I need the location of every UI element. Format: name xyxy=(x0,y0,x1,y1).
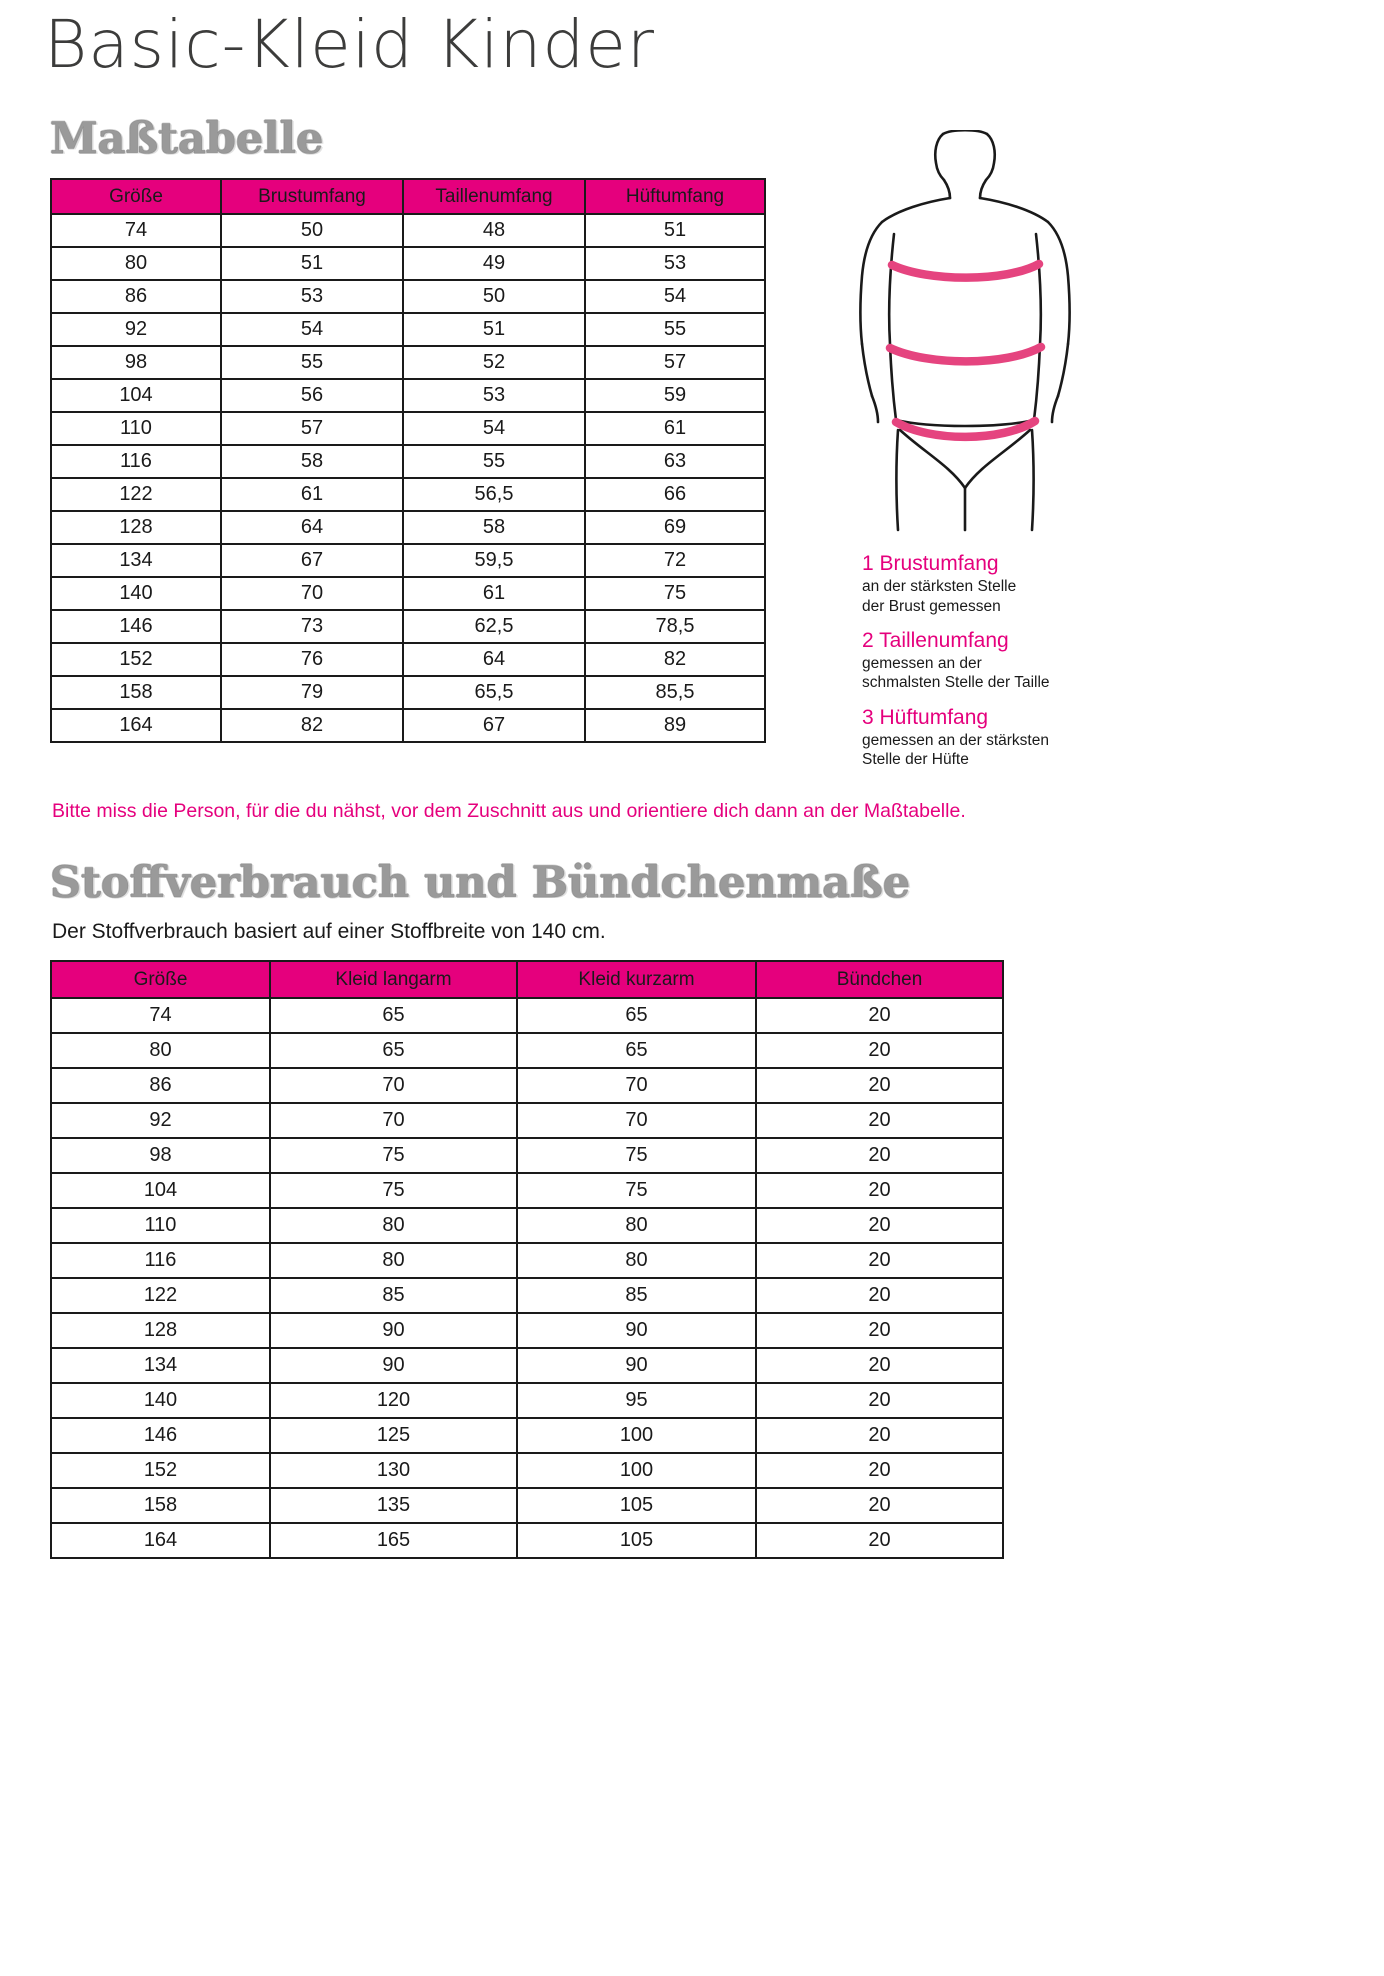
column-header-kleid-kurzarm: Kleid kurzarm xyxy=(517,961,756,998)
table-row xyxy=(51,709,765,742)
legend-desc-hip-line1: gemessen an der stärksten xyxy=(862,731,1049,749)
legend-title-hip: 3 Hüftumfang xyxy=(862,705,989,729)
table-cell: 82 xyxy=(221,709,403,742)
table-cell: 54 xyxy=(221,313,403,346)
table-cell: 50 xyxy=(221,214,403,247)
table-row xyxy=(51,1348,1003,1383)
table-cell: 70 xyxy=(270,1068,517,1103)
table-header-row xyxy=(51,179,765,214)
table-row xyxy=(51,412,765,445)
table-cell: 20 xyxy=(756,1068,1003,1103)
table-row xyxy=(51,998,1003,1033)
table-cell: 51 xyxy=(403,313,585,346)
table-cell: 55 xyxy=(585,313,765,346)
table-cell: 86 xyxy=(51,280,221,313)
table-cell: 134 xyxy=(51,544,221,577)
table-cell: 164 xyxy=(51,1523,270,1558)
table-cell: 85 xyxy=(270,1278,517,1313)
table-cell: 59 xyxy=(585,379,765,412)
legend-title-waist: 2 Taillenumfang xyxy=(862,628,1009,652)
table-cell: 20 xyxy=(756,1208,1003,1243)
table-cell: 57 xyxy=(585,346,765,379)
table-row xyxy=(51,1383,1003,1418)
legend-item-hip xyxy=(862,706,1162,770)
column-header-taillenumfang: Taillenumfang xyxy=(403,179,585,214)
column-header-groesse: Größe xyxy=(51,179,221,214)
table-row xyxy=(51,610,765,643)
table-cell: 146 xyxy=(51,1418,270,1453)
table-cell: 128 xyxy=(51,1313,270,1348)
table-cell: 134 xyxy=(51,1348,270,1383)
table-cell: 90 xyxy=(517,1313,756,1348)
table-cell: 58 xyxy=(403,511,585,544)
table-cell: 128 xyxy=(51,511,221,544)
table-cell: 105 xyxy=(517,1488,756,1523)
table-cell: 100 xyxy=(517,1453,756,1488)
column-header-brustumfang: Brustumfang xyxy=(221,179,403,214)
table-cell: 140 xyxy=(51,1383,270,1418)
legend-desc-waist-line2: schmalsten Stelle der Taille xyxy=(862,674,1050,692)
table-cell: 57 xyxy=(221,412,403,445)
table-cell: 75 xyxy=(585,577,765,610)
table-cell: 89 xyxy=(585,709,765,742)
table-cell: 67 xyxy=(403,709,585,742)
table-cell: 52 xyxy=(403,346,585,379)
table-cell: 90 xyxy=(517,1348,756,1383)
measure-person-note: Bitte miss die Person, für die du nähst, vor dem Zuschnitt aus und orientiere dich dann an der Maßtabelle. xyxy=(52,800,966,822)
table-cell: 74 xyxy=(51,214,221,247)
table-cell: 90 xyxy=(270,1313,517,1348)
column-header-buendchen: Bündchen xyxy=(756,961,1003,998)
table-cell: 80 xyxy=(51,1033,270,1068)
table-row xyxy=(51,1243,1003,1278)
table-row xyxy=(51,1523,1003,1558)
table-cell: 116 xyxy=(51,1243,270,1278)
table-row xyxy=(51,1138,1003,1173)
table-cell: 120 xyxy=(270,1383,517,1418)
table-cell: 20 xyxy=(756,1523,1003,1558)
table-cell: 98 xyxy=(51,346,221,379)
table-cell: 65 xyxy=(270,998,517,1033)
table-cell: 122 xyxy=(51,478,221,511)
table-row xyxy=(51,1418,1003,1453)
table-cell: 20 xyxy=(756,1278,1003,1313)
table-cell: 85 xyxy=(517,1278,756,1313)
table-row xyxy=(51,577,765,610)
table-cell: 73 xyxy=(221,610,403,643)
table-row xyxy=(51,445,765,478)
table-cell: 70 xyxy=(517,1103,756,1138)
table-cell: 54 xyxy=(585,280,765,313)
table-cell: 152 xyxy=(51,1453,270,1488)
table-cell: 20 xyxy=(756,1173,1003,1208)
table-cell: 90 xyxy=(270,1348,517,1383)
table-cell: 20 xyxy=(756,1453,1003,1488)
table-cell: 61 xyxy=(403,577,585,610)
fabric-width-note: Der Stoffverbrauch basiert auf einer Stoffbreite von 140 cm. xyxy=(52,920,606,943)
table-cell: 70 xyxy=(270,1103,517,1138)
table-cell: 78,5 xyxy=(585,610,765,643)
section-heading-stoffverbrauch: Stoffverbrauch und Bündchenmaße xyxy=(50,858,911,908)
table-cell: 74 xyxy=(51,998,270,1033)
table-row xyxy=(51,280,765,313)
table-cell: 65 xyxy=(517,1033,756,1068)
table-cell: 63 xyxy=(585,445,765,478)
table-cell: 116 xyxy=(51,445,221,478)
table-cell: 75 xyxy=(517,1173,756,1208)
table-cell: 51 xyxy=(221,247,403,280)
table-cell: 165 xyxy=(270,1523,517,1558)
table-row xyxy=(51,1103,1003,1138)
table-cell: 50 xyxy=(403,280,585,313)
table-row xyxy=(51,643,765,676)
table-cell: 110 xyxy=(51,1208,270,1243)
table-cell: 53 xyxy=(585,247,765,280)
table-cell: 20 xyxy=(756,1138,1003,1173)
table-cell: 92 xyxy=(51,1103,270,1138)
page-title: Basic-Kleid Kinder xyxy=(44,6,656,83)
column-header-groesse: Größe xyxy=(51,961,270,998)
table-cell: 65 xyxy=(270,1033,517,1068)
table-cell: 61 xyxy=(585,412,765,445)
table-cell: 79 xyxy=(221,676,403,709)
table-cell: 65,5 xyxy=(403,676,585,709)
table-cell: 55 xyxy=(403,445,585,478)
table-cell: 92 xyxy=(51,313,221,346)
table-cell: 86 xyxy=(51,1068,270,1103)
table-cell: 20 xyxy=(756,1243,1003,1278)
bust-measure-line xyxy=(892,264,1039,278)
table-row xyxy=(51,247,765,280)
table-cell: 122 xyxy=(51,1278,270,1313)
table-row xyxy=(51,1453,1003,1488)
table-row xyxy=(51,478,765,511)
table-cell: 85,5 xyxy=(585,676,765,709)
table-cell: 20 xyxy=(756,1418,1003,1453)
table-cell: 82 xyxy=(585,643,765,676)
section-heading-masstabelle: Maßtabelle xyxy=(50,114,324,164)
legend-title-bust: 1 Brustumfang xyxy=(862,552,999,575)
table-row xyxy=(51,214,765,247)
table-cell: 70 xyxy=(517,1068,756,1103)
fabric-consumption-table xyxy=(50,960,1004,1559)
table-cell: 95 xyxy=(517,1383,756,1418)
table-row xyxy=(51,1173,1003,1208)
table-cell: 146 xyxy=(51,610,221,643)
table-cell: 80 xyxy=(517,1243,756,1278)
table-cell: 104 xyxy=(51,1173,270,1208)
table-cell: 49 xyxy=(403,247,585,280)
measurement-legend xyxy=(862,552,1162,783)
table-cell: 135 xyxy=(270,1488,517,1523)
table-row xyxy=(51,676,765,709)
table-cell: 64 xyxy=(403,643,585,676)
table-cell: 75 xyxy=(517,1138,756,1173)
table-row xyxy=(51,379,765,412)
table-cell: 158 xyxy=(51,676,221,709)
table-cell: 20 xyxy=(756,1033,1003,1068)
table-cell: 98 xyxy=(51,1138,270,1173)
legend-item-bust xyxy=(862,552,1162,616)
table-cell: 130 xyxy=(270,1453,517,1488)
table-cell: 70 xyxy=(221,577,403,610)
table-cell: 58 xyxy=(221,445,403,478)
table-cell: 54 xyxy=(403,412,585,445)
table-cell: 53 xyxy=(403,379,585,412)
table-cell: 64 xyxy=(221,511,403,544)
table-cell: 56,5 xyxy=(403,478,585,511)
table-cell: 72 xyxy=(585,544,765,577)
table-row xyxy=(51,346,765,379)
table-cell: 140 xyxy=(51,577,221,610)
table-cell: 152 xyxy=(51,643,221,676)
table-cell: 61 xyxy=(221,478,403,511)
measurements-table xyxy=(50,178,766,743)
table-cell: 20 xyxy=(756,998,1003,1033)
table-cell: 56 xyxy=(221,379,403,412)
table-cell: 80 xyxy=(517,1208,756,1243)
table-header-row xyxy=(51,961,1003,998)
legend-desc-bust-line1: an der stärksten Stelle xyxy=(862,578,1017,596)
column-header-hueftumfang: Hüftumfang xyxy=(585,179,765,214)
legend-item-waist xyxy=(862,629,1162,693)
table-cell: 80 xyxy=(270,1243,517,1278)
table-cell: 104 xyxy=(51,379,221,412)
table-cell: 65 xyxy=(517,998,756,1033)
table-cell: 69 xyxy=(585,511,765,544)
table-cell: 158 xyxy=(51,1488,270,1523)
table-cell: 51 xyxy=(585,214,765,247)
table-cell: 20 xyxy=(756,1348,1003,1383)
table-row xyxy=(51,1488,1003,1523)
table-cell: 110 xyxy=(51,412,221,445)
table-cell: 20 xyxy=(756,1103,1003,1138)
table-cell: 55 xyxy=(221,346,403,379)
legend-desc-waist-line1: gemessen an der xyxy=(862,655,982,673)
legend-desc-hip-line2: Stelle der Hüfte xyxy=(862,751,969,769)
body-measurement-diagram xyxy=(820,130,1110,540)
table-cell: 20 xyxy=(756,1488,1003,1523)
table-cell: 20 xyxy=(756,1313,1003,1348)
table-row xyxy=(51,1068,1003,1103)
table-cell: 62,5 xyxy=(403,610,585,643)
table-cell: 67 xyxy=(221,544,403,577)
table-cell: 80 xyxy=(51,247,221,280)
table-cell: 164 xyxy=(51,709,221,742)
table-cell: 59,5 xyxy=(403,544,585,577)
table-row xyxy=(51,313,765,346)
table-row xyxy=(51,511,765,544)
legend-desc-bust-line2: der Brust gemessen xyxy=(862,597,1001,615)
table-cell: 80 xyxy=(270,1208,517,1243)
table-row xyxy=(51,1278,1003,1313)
table-cell: 75 xyxy=(270,1173,517,1208)
table-row xyxy=(51,1208,1003,1243)
table-cell: 76 xyxy=(221,643,403,676)
table-cell: 48 xyxy=(403,214,585,247)
table-row xyxy=(51,544,765,577)
table-row xyxy=(51,1033,1003,1068)
table-cell: 125 xyxy=(270,1418,517,1453)
table-cell: 105 xyxy=(517,1523,756,1558)
table-cell: 20 xyxy=(756,1383,1003,1418)
column-header-kleid-langarm: Kleid langarm xyxy=(270,961,517,998)
table-cell: 75 xyxy=(270,1138,517,1173)
table-cell: 53 xyxy=(221,280,403,313)
table-cell: 66 xyxy=(585,478,765,511)
table-row xyxy=(51,1313,1003,1348)
table-cell: 100 xyxy=(517,1418,756,1453)
